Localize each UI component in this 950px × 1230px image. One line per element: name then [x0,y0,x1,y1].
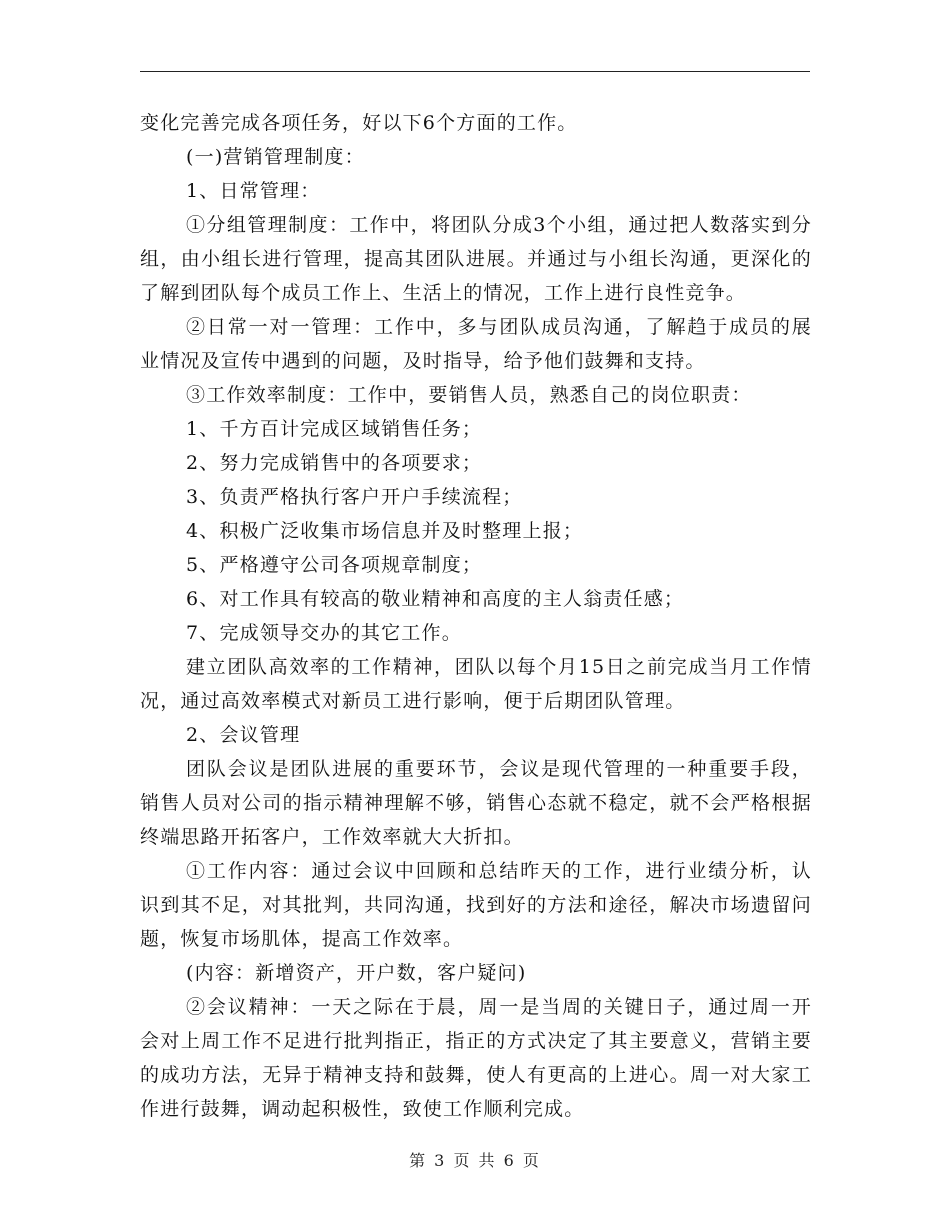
list-item: 7、完成领导交办的其它工作。 [186,622,462,644]
paragraph: 变化完善完成各项任务，好以下6个方面的工作。 [140,112,578,134]
list-item: 4、积极广泛收集市场信息并及时整理上报； [186,520,584,542]
header-rule [140,71,810,72]
list-item: 3、负责严格执行客户开户手续流程； [186,486,523,508]
paragraph: ①分组管理制度：工作中，将团队分成3个小组，通过把人数落实到分组，由小组长进行管理，提高其团队进展。并通过与小组长沟通，更深化的了解到团队每个成员工作上、生活上的情况，工作上进行良性竞争。 [140,214,812,304]
paragraph: 建立团队高效率的工作精神，团队以每个月15日之前完成当月工作情况，通过高效率模式对新员工进行影响，便于后期团队管理。 [140,656,812,712]
paragraph: ②会议精神：一天之际在于晨，周一是当周的关键日子，通过周一开会对上周工作不足进行批判指正，指正的方式决定了其主要意义，营销主要的成功方法，无异于精神支持和鼓舞，使人有更高的上进心。周一对大家工作进行鼓舞，调动起积极性，致使工作顺利完成。 [140,996,812,1120]
section-heading: (一)营销管理制度： [186,146,365,168]
paragraph: ②日常一对一管理：工作中，多与团队成员沟通，了解趋于成员的展业情况及宣传中遇到的问题，及时指导，给予他们鼓舞和支持。 [140,316,812,372]
list-item: 1、千方百计完成区域销售任务； [186,418,483,440]
list-item: 6、对工作具有较高的敬业精神和高度的主人翁责任感； [186,588,685,610]
list-item: 5、严格遵守公司各项规章制度； [186,554,483,576]
subsection-heading: 1、日常管理： [186,180,321,202]
subsection-heading: 2、会议管理 [186,724,301,746]
page-number-footer: 第 3 页 共 6 页 [409,1151,541,1170]
list-item: 2、努力完成销售中的各项要求； [186,452,483,474]
paragraph: (内容：新增资产，开户数，客户疑问) [186,962,527,984]
document-body [140,106,812,1126]
paragraph: 团队会议是团队进展的重要环节，会议是现代管理的一种重要手段，销售人员对公司的指示精神理解不够，销售心态就不稳定，就不会严格根据终端思路开拓客户，工作效率就大大折扣。 [140,758,812,848]
paragraph: ③工作效率制度：工作中，要销售人员，熟悉自己的岗位职责： [186,384,752,406]
paragraph: ①工作内容：通过会议中回顾和总结昨天的工作，进行业绩分析，认识到其不足，对其批判，共同沟通，找到好的方法和途径，解决市场遗留问题，恢复市场肌体，提高工作效率。 [140,860,812,950]
